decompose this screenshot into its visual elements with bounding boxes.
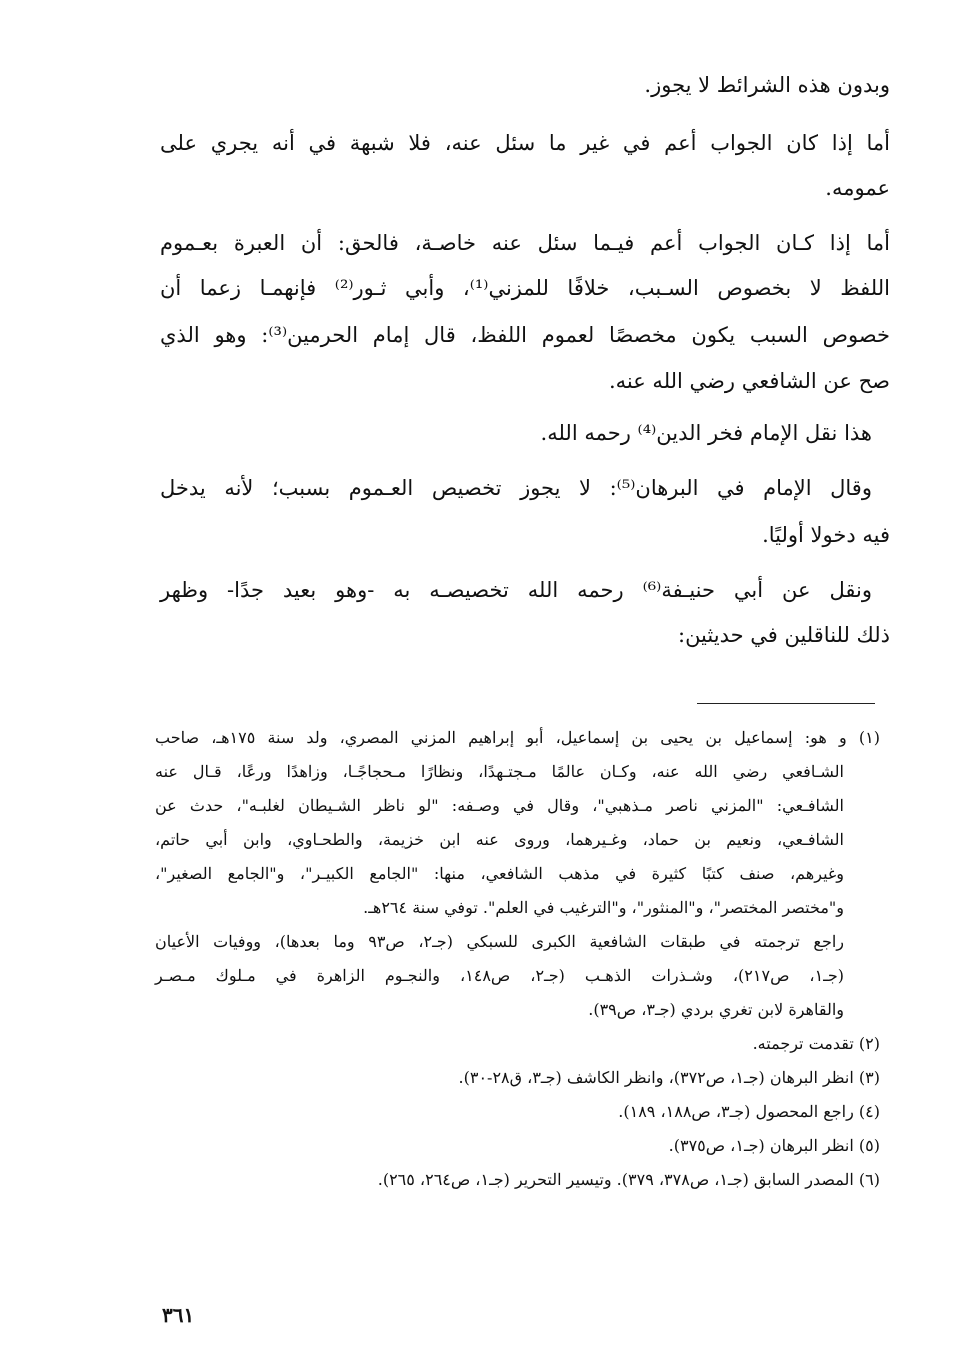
body-line: اللفظ لا بخصوص السـبب، خلافًا للمزني⁽¹⁾، وأبي ثـور⁽²⁾ فإنهمـا زعما أن [160,276,890,300]
footnote-line: والقاهرة لابن تغري بردي (جـ٣، ص٣٩). [588,1000,844,1019]
footnote-line: (٤) راجع المحصول (جـ٣، ص١٨٨، ١٨٩). [618,1102,880,1121]
body-line: خصوص السبب يكون مخصصًا لعموم اللفظ، قال إمام الحرمين⁽³⁾: وهو الذي [160,323,891,347]
footnote-line: الشافـعي، ونعيم بن حماد، وغـيرهما، وروى عنه ابن خزيمة، والطحـاوي، وابن أبي حاتم، [155,830,844,849]
footnote-line: (جـ١، ص٢١٧)، وشـذرات الذهـب (جـ٢، ص١٤٨، والنجـوم الزاهرة في مـلوك مـصـر [155,966,844,985]
body-line: أما إذا كـان الجواب أعم فيـما سئل عنه خاصـة، فالحق: أن العبرة بعـموم [160,231,890,255]
footnote-line: و"مختصر المختصر"، و"المنثور"، و"الترغيب في العلم". توفي سنة ٢٦٤هـ. [363,898,844,917]
footnote-line: (١) و هو: إسماعيل بن يحيى بن إسماعيل، أبو إبراهيم المزني المصري، ولد سنة ١٧٥هـ، صاحب [155,728,880,747]
body-line: ونقل عن أبي حنيـفة⁽⁶⁾ رحمه الله تخصيصـه به -وهو بعيد جدًا- وظهر [160,578,872,602]
body-line: عمومه. [825,176,890,200]
page-number: ٣٦١ [162,1303,195,1327]
body-line: هذا نقل الإمام فخر الدين⁽⁴⁾ رحمه الله. [540,421,872,445]
footnote-line: (٥) انظر البرهان (جـ١، ص٣٧٥). [668,1136,880,1155]
footnote-line: راجع ترجمته في طبقات الشافعية الكبرى للسبكي (جـ٢، ص٩٣ وما بعدها)، ووفيات الأعيان [155,932,845,951]
footnote-line: الشـافعي رضي الله عنه، وكـان عالمًا مـجتـهدًا، ونظارًا مـحجاجًـا، وزاهدًا ورعًا، قـال عنه [155,762,844,781]
body-line: أما إذا كان الجواب أعم في غير ما سئل عنه، فلا شبهة في أنه يجري على [160,131,890,155]
body-line: وقال الإمام في البرهان⁽⁵⁾: لا يجوز تخصيص العـموم بسبب؛ لأنه يدخل [160,476,872,500]
body-line: وبدون هذه الشرائط لا يجوز. [644,73,890,97]
footnote-line: الشافـعي: "المزني ناصر مـذهبي"، وقال في وصـفه: "لو ناظر الشـيطان لغلبـه"، حدث عن [155,796,844,815]
footnote-line: (٦) المصدر السابق (جـ١، ص٣٧٨، ٣٧٩). وتيسير التحرير (جـ١، ص٢٦٤، ٢٦٥). [377,1170,880,1189]
footnote-line: (٢) تقدمت ترجمته. [752,1034,880,1053]
body-line: صح عن الشافعي رضي الله عنه. [608,369,890,393]
footnote-line: (٣) انظر البرهان (جـ١، ص٣٧٢)، وانظر الكاشف (جـ٣، ق٢٨-٣٠). [458,1068,880,1087]
footnote-line: وغيرهم، صنف كتبًا كثيرة في مذهب الشافعي، منها: "الجامع الكبيـر"، و"الجامع الصغير"، [155,864,844,883]
footnote-separator [697,703,875,704]
body-line: ذلك للناقلين في حديثين: [678,623,890,647]
body-line: فيه دخولا أوليًا. [762,523,890,547]
